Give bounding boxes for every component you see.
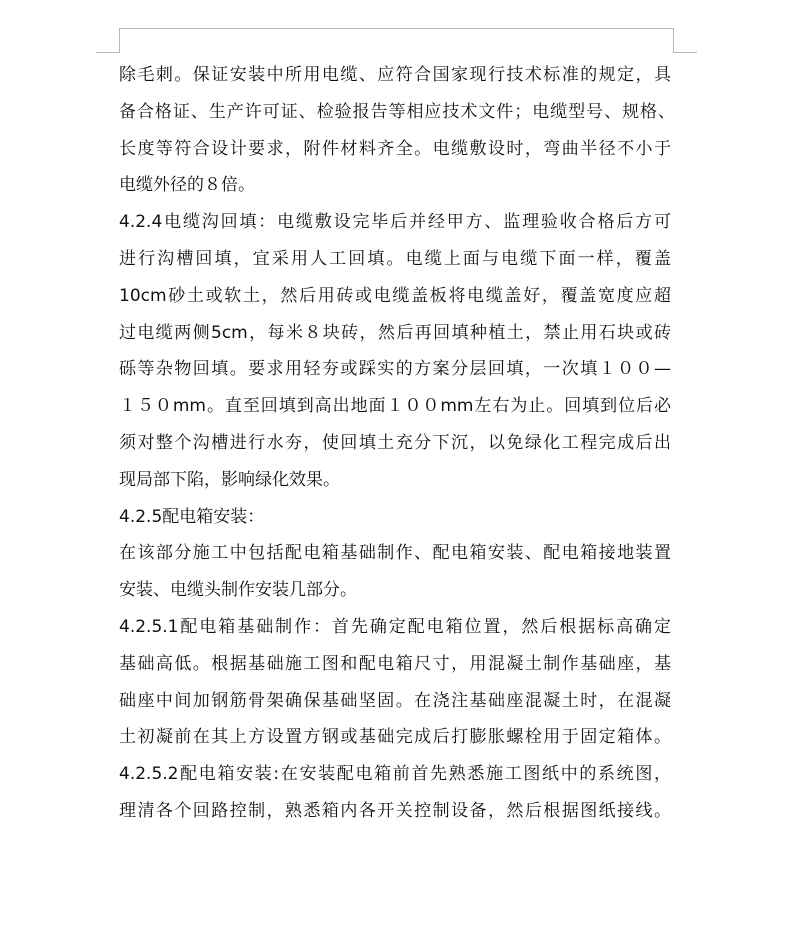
left-margin-corner-horizontal xyxy=(96,52,120,53)
text-line-18: 础座中间加钢筋骨架确保基础坚固。在浇注基础座混凝土时，在混凝 xyxy=(119,690,671,711)
text-line-3: 长度等符合设计要求，附件材料齐全。电缆敷设时，弯曲半径不小于 xyxy=(119,138,671,159)
text-line-19: 土初凝前在其上方设置方钢或基础完成后打膨胀螺栓用于固定箱体。 xyxy=(119,727,671,748)
text-line-6: 进行沟槽回填，宜采用人工回填。电缆上面与电缆下面一样，覆盖 xyxy=(119,248,671,269)
text-line-10: １５０mm。直至回填到高出地面１００mm左右为止。回填到位后必 xyxy=(119,396,671,417)
right-margin-corner-horizontal xyxy=(673,52,697,53)
section-4-2-4-heading-line: 4.2.4电缆沟回填：电缆敷设完毕后并经甲方、监理验收合格后方可 xyxy=(119,212,671,233)
text-line-2: 备合格证、生产许可证、检验报告等相应技术文件；电缆型号、规格、 xyxy=(119,101,675,122)
text-line-8: 过电缆两侧5cm，每米８块砖，然后再回填种植土，禁止用石块或砖 xyxy=(119,322,671,343)
text-line-11: 须对整个沟槽进行水夯，使回填土充分下沉，以免绿化工程完成后出 xyxy=(119,432,671,453)
section-4-2-5-heading: 4.2.5配电箱安装： xyxy=(119,506,265,527)
text-line-9: 砾等杂物回填。要求用轻夯或踩实的方案分层回填，一次填１００— xyxy=(119,359,671,380)
text-line-21: 理清各个回路控制，熟悉箱内各开关控制设备，然后根据图纸接线。 xyxy=(119,800,671,821)
header-margin-line xyxy=(119,28,674,29)
text-line-14: 在该部分施工中包括配电箱基础制作、配电箱安装、配电箱接地装置 xyxy=(119,543,671,564)
text-line-4: 电缆外径的８倍。 xyxy=(119,175,255,196)
text-line-7: 10cm砂土或软土，然后用砖或电缆盖板将电缆盖好，覆盖宽度应超 xyxy=(119,285,671,306)
section-4-2-5-2-heading-line: 4.2.5.2配电箱安装:在安装配电箱前首先熟悉施工图纸中的系统图， xyxy=(119,764,671,785)
section-4-2-5-1-heading-line: 4.2.5.1配电箱基础制作：首先确定配电箱位置，然后根据标高确定 xyxy=(119,616,671,637)
right-margin-corner-vertical xyxy=(673,28,674,53)
text-line-1: 除毛刺。保证安装中所用电缆、应符合国家现行技术标准的规定，具 xyxy=(119,65,671,85)
text-line-17: 基础高低。根据基础施工图和配电箱尺寸，用混凝土制作基础座，基 xyxy=(119,653,671,674)
text-line-15: 安装、电缆头制作安装几部分。 xyxy=(119,580,357,601)
text-line-12: 现局部下陷，影响绿化效果。 xyxy=(119,469,340,490)
left-margin-corner-vertical xyxy=(119,28,120,53)
document-body xyxy=(119,57,679,830)
